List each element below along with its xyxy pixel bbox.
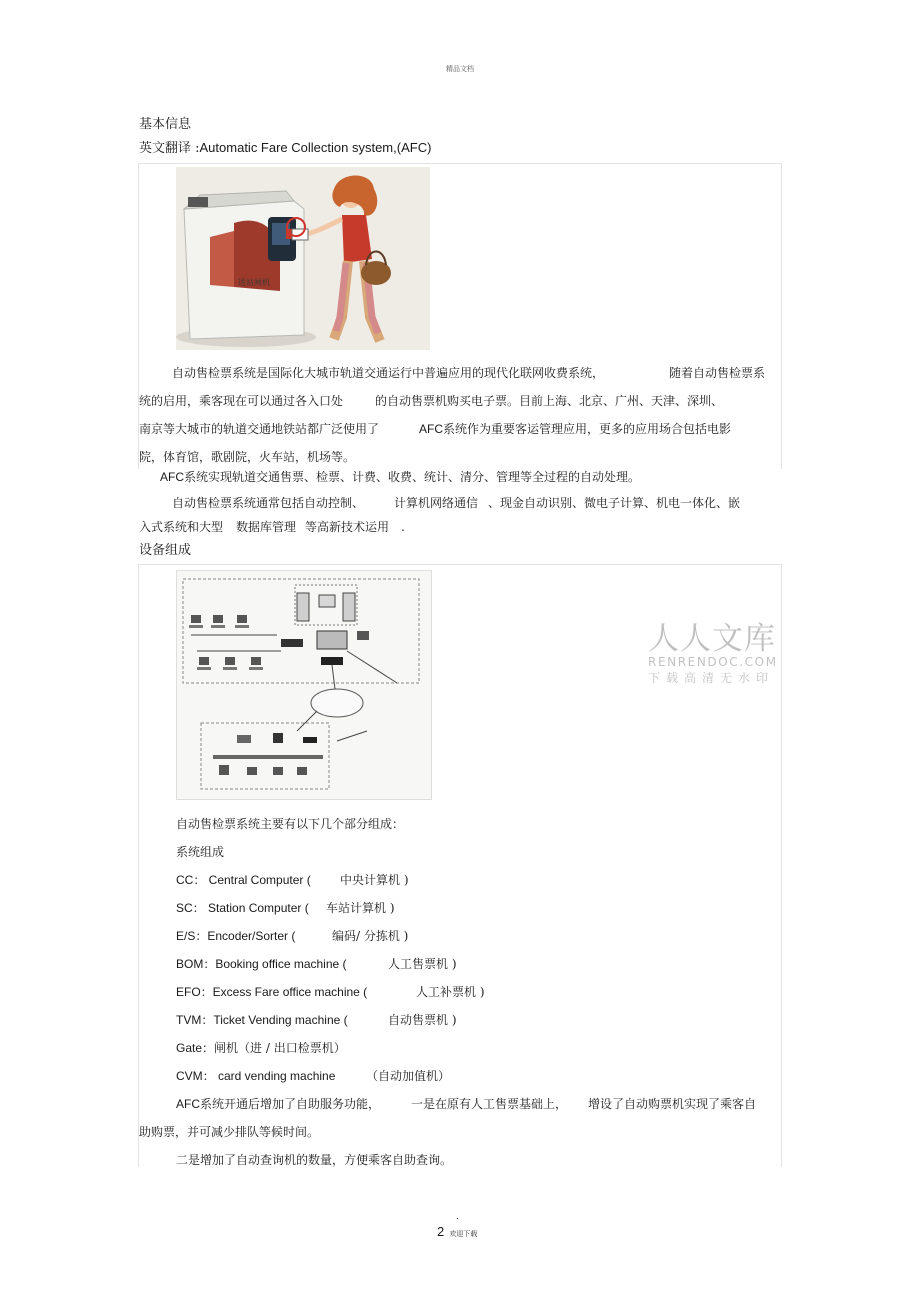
watermark-domain: RENRENDOC.COM bbox=[648, 655, 778, 669]
component-item-en: Gate： bbox=[176, 1041, 215, 1055]
intro-line-4: 院，体育馆，歌剧院，火车站，机场等。 bbox=[139, 450, 356, 464]
component-item-en: E/S：Encoder/Sorter ( bbox=[176, 929, 296, 943]
component-item-en: CVM： card vending machine bbox=[176, 1069, 336, 1083]
afc-gate-photo bbox=[176, 167, 430, 350]
footer-label: 欢迎下载 bbox=[449, 1230, 478, 1238]
intro-line-1b: 随着自动售检票系 bbox=[669, 366, 766, 380]
footer-dot: . bbox=[456, 1212, 459, 1221]
footer bbox=[437, 1221, 477, 1240]
closing-line-1a: AFC系统开通后增加了自助服务功能， bbox=[176, 1097, 381, 1111]
afc-network-diagram bbox=[176, 570, 432, 800]
intro-line-6c: 、现金自动识别、微电子计算、机电一体化、嵌 bbox=[488, 496, 741, 510]
watermark-subtitle: 下载高清无水印 bbox=[648, 671, 775, 685]
intro-line-6a: 自动售检票系统通常包括自动控制、 bbox=[172, 496, 365, 510]
component-item-cvm bbox=[176, 1069, 335, 1084]
components-intro: 自动售检票系统主要有以下几个部分组成： bbox=[176, 817, 405, 831]
component-item-cn: 闸机（进 / 出口检票机） bbox=[214, 1041, 346, 1055]
translation-value: Automatic Fare Collection system,(AFC) bbox=[199, 140, 432, 155]
intro-line-7d: . bbox=[401, 520, 405, 534]
network-diagram-graphic bbox=[177, 571, 431, 799]
component-item-tvm bbox=[176, 1013, 348, 1028]
component-item-en: BOM：Booking office machine ( bbox=[176, 957, 347, 971]
closing-line-1d: 助购票，并可减少排队等候时间。 bbox=[139, 1125, 320, 1139]
components-title: 系统组成 bbox=[176, 845, 225, 859]
intro-line-3b bbox=[419, 422, 731, 437]
closing-line-1b: 一是在原有人工售票基础上， bbox=[411, 1097, 568, 1111]
translation-prefix: 英文翻译 : bbox=[139, 141, 200, 156]
afc-gate-illustration bbox=[176, 167, 430, 350]
component-item-cc bbox=[176, 873, 311, 888]
section-title-equipment: 设备组成 bbox=[139, 543, 192, 558]
intro-line-7b: 数据库管理 bbox=[236, 520, 297, 534]
gate-caption: 进站闸机 bbox=[238, 278, 270, 287]
intro-line-6b: 计算机网络通信 bbox=[394, 496, 479, 510]
translation-line bbox=[139, 140, 431, 157]
closing-line-2: 二是增加了自动查询机的数量，方便乘客自助查询。 bbox=[176, 1153, 453, 1167]
intro-line-2b: 的自动售票机购买电子票。目前上海、北京、广州、天津、深圳、 bbox=[375, 394, 724, 408]
component-item-cvm-cn: （自动加值机） bbox=[366, 1069, 451, 1083]
component-item-cc-cn: 中央计算机 ) bbox=[340, 873, 409, 887]
component-item-en: SC： Station Computer ( bbox=[176, 901, 309, 915]
intro-line-7c: 等高新技术运用 bbox=[305, 520, 390, 534]
intro-line-5: AFC系统实现轨道交通售票、检票、计费、收费、统计、清分、管理等全过程的自动处理。 bbox=[160, 470, 641, 484]
intro-line-2a: 统的启用，乘客现在可以通过各入口处 bbox=[139, 394, 344, 408]
component-item-en: CC： Central Computer ( bbox=[176, 873, 311, 887]
component-item-efo bbox=[176, 985, 367, 1000]
intro-line-3b-text: AFC系统作为重要客运管理应用，更多的应用场合包括电影 bbox=[419, 422, 732, 436]
component-item-en: TVM：Ticket Vending machine ( bbox=[176, 1013, 348, 1027]
intro-line-1a: 自动售检票系统是国际化大城市轨道交通运行中普遍应用的现代化联网收费系统， bbox=[172, 366, 605, 380]
component-item-es bbox=[176, 929, 295, 944]
component-item-sc bbox=[176, 901, 309, 916]
component-item-efo-cn: 人工补票机 ) bbox=[416, 985, 485, 999]
section-title-basic-info: 基本信息 bbox=[139, 117, 192, 132]
component-item-es-cn: 编码/ 分拣机 ) bbox=[332, 929, 409, 943]
component-item-gate bbox=[176, 1041, 346, 1056]
closing-line-1c: 增设了自动购票机实现了乘客自 bbox=[588, 1097, 757, 1111]
watermark-logo-text: 人人文库 bbox=[648, 621, 776, 657]
intro-line-7a: 入式系统和大型 bbox=[139, 520, 224, 534]
component-item-en: EFO：Excess Fare office machine ( bbox=[176, 985, 368, 999]
page-header-label: 精品文档 bbox=[446, 65, 474, 73]
component-item-bom bbox=[176, 957, 347, 972]
intro-line-3a: 南京等大城市的轨道交通地铁站都广泛使用了 bbox=[139, 422, 380, 436]
page-number: 2 bbox=[437, 1224, 445, 1239]
component-item-sc-cn: 车站计算机 ) bbox=[326, 901, 395, 915]
component-item-bom-cn: 人工售票机 ) bbox=[388, 957, 457, 971]
component-item-tvm-cn: 自动售票机 ) bbox=[388, 1013, 457, 1027]
